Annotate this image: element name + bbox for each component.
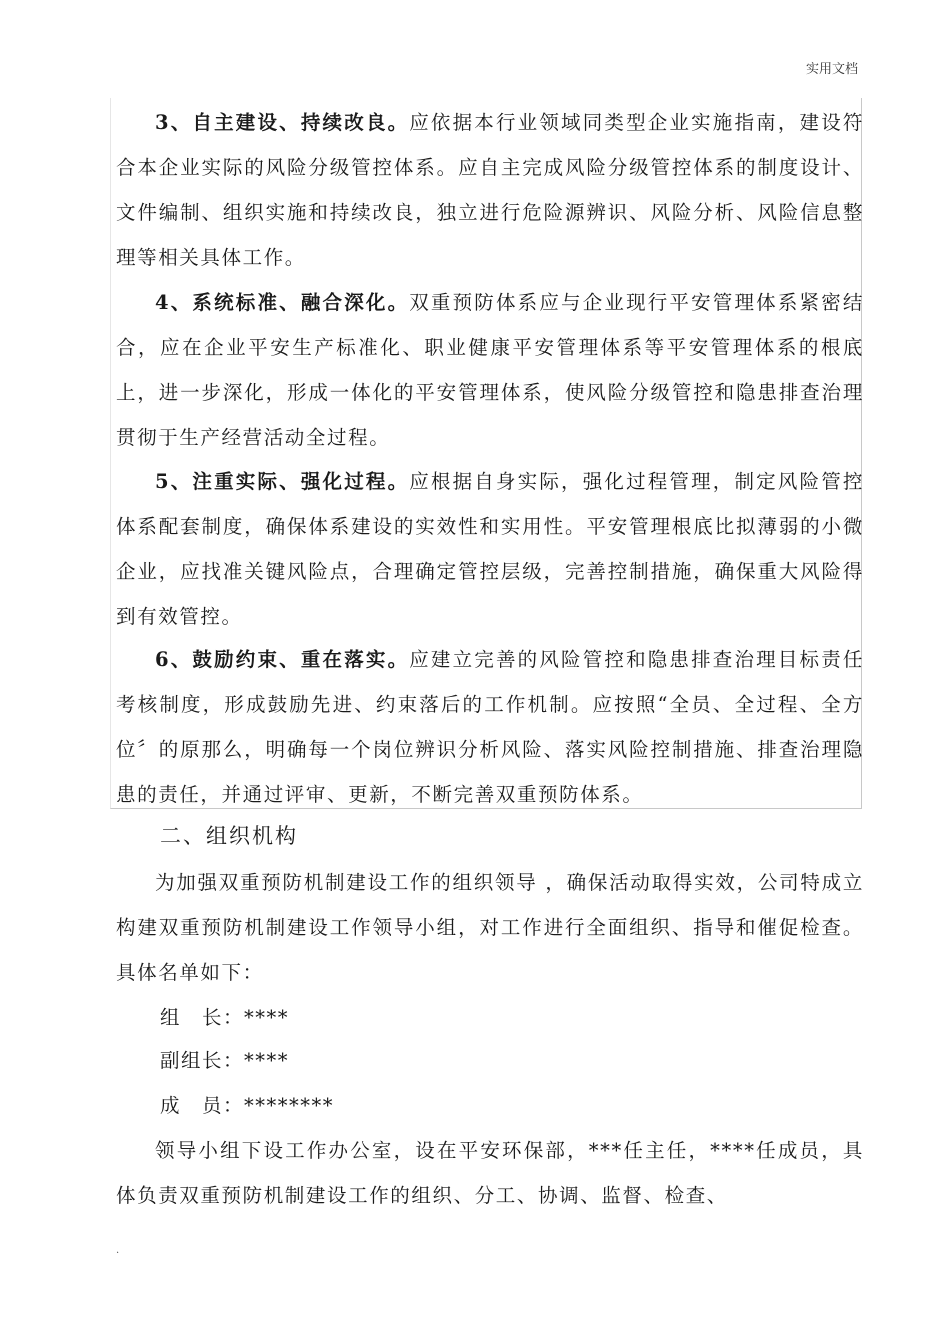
principle-4-body: 双重预防体系应与企业现行平安管理体系紧密结合，应在企业平安生产标准化、职业健康平安管理体系等平安管理体系的根底上，进一步深化，形成一体化的平安管理体系，使风险分级管控和隐患排查治理贯彻于生产经营活动全过程。 xyxy=(116,291,864,449)
principle-4-title: 4、系统标准、融合深化。 xyxy=(155,291,410,314)
section-title: 二、组织机构 xyxy=(160,824,298,848)
section-intro: 为加强双重预防机制建设工作的组织领导 ，确保活动取得实效，公司特成立构建双重预防机制建设工作领导小组，对工作进行全面组织、指导和催促检查。具体名单如下： xyxy=(116,871,864,984)
member-role: 成 员： xyxy=(160,1094,245,1117)
member-name: ******** xyxy=(244,1094,335,1117)
member-deputy xyxy=(160,1041,289,1081)
member-name: **** xyxy=(244,1049,290,1072)
principle-3-body: 应依据本行业领域同类型企业实施指南，建设符合本企业实际的风险分级管控体系。应自主完成风险分级管控体系的制度设计、文件编制、组织实施和持续改良，独立进行危险源辨识、风险分析、风险信息整理等相关具体工作。 xyxy=(116,111,864,269)
member-leader xyxy=(160,998,289,1038)
member-role: 副组长： xyxy=(160,1049,245,1072)
principle-5-body: 应根据自身实际，强化过程管理，制定风险管控体系配套制度，确保体系建设的实效性和实用性。平安管理根底比拟薄弱的小微企业，应找准关键风险点，合理确定管控层级，完善控制措施，确保重大风险得到有效管控。 xyxy=(116,470,864,628)
member-name: **** xyxy=(244,1006,290,1029)
principle-5 xyxy=(116,459,864,639)
principle-5-title: 5、注重实际、强化过程。 xyxy=(155,470,410,493)
footer-mark: . xyxy=(116,1245,120,1256)
principle-4 xyxy=(116,280,864,460)
principle-3-title: 3、自主建设、持续改良。 xyxy=(155,111,410,134)
principle-6-body: 应建立完善的风险管控和隐患排查治理目标责任考核制度，形成鼓励先进、约束落后的工作机制。应按照“全员、全过程、全方位〞的原那么，明确每一个岗位辨识分析风险、落实风险控制措施、排查治理隐患的责任，并通过评审、更新，不断完善双重预防体系。 xyxy=(116,648,864,806)
member-role: 组 长： xyxy=(160,1006,245,1029)
principle-3 xyxy=(116,100,864,280)
principle-6 xyxy=(116,637,864,817)
member-staff xyxy=(160,1086,334,1126)
principle-6-title: 6、鼓励约束、重在落实。 xyxy=(155,648,410,671)
office-paragraph: 领导小组下设工作办公室，设在平安环保部，***任主任，****任成员，具体负责双重预防机制建设工作的组织、分工、协调、监督、检查、 xyxy=(116,1139,864,1207)
header-label: 实用文档 xyxy=(805,62,858,77)
